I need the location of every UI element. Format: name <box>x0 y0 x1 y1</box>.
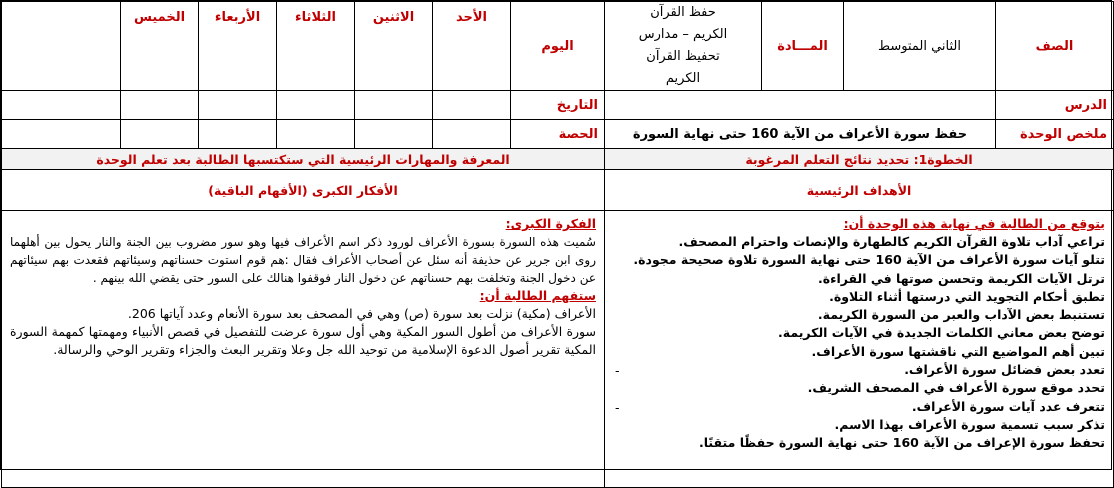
objective-item: تحدد موقع سورة الأعراف في المصحف الشريف. <box>807 380 1105 396</box>
label-summary: ملخص الوحدة <box>996 120 1114 149</box>
objectives-cell <box>605 211 1114 488</box>
empty-cell <box>2 91 121 120</box>
period-monday[interactable] <box>355 120 433 149</box>
objective-item: تتعرف عدد آيات سورة الأعراف. <box>911 398 1105 414</box>
label-date: التاريخ <box>511 91 605 120</box>
date-thursday[interactable] <box>121 91 199 120</box>
knowledge-title: المعرفة والمهارات الرئيسية التي ستكتسبها الطالبة بعد تعلم الوحدة <box>2 149 605 170</box>
objective-item: ترتل الآيات الكريمة وتحسن صوتها في القراءة. <box>817 270 1105 286</box>
period-thursday[interactable] <box>121 120 199 149</box>
label-lesson: الدرس <box>996 91 1114 120</box>
objective-item: تذكر سبب تسمية سورة الأعراف بهذا الاسم. <box>834 416 1105 432</box>
summary-value: حفظ سورة الأعراف من الآية 160 حتى نهاية السورة <box>605 120 996 149</box>
date-tuesday[interactable] <box>277 91 355 120</box>
objective-item: تستنبط بعض الآداب والعبر من السورة الكريمة. <box>817 307 1105 323</box>
objective-item: تتلو آيات سورة الأعراف من الآية 160 حتى نهاية السورة تلاوة صحيحة مجودة. <box>633 252 1105 268</box>
empty-cell <box>2 120 121 149</box>
label-grade: الصف <box>996 2 1114 91</box>
objective-item: توضح بعض معاني الكلمات الجديدة في الآيات الكريمة. <box>778 325 1105 341</box>
period-wednesday[interactable] <box>199 120 277 149</box>
objective-item: تعدد بعض فضائل سورة الأعراف. <box>904 362 1105 378</box>
empty-cell <box>2 2 121 91</box>
objectives-heading: يتوقع من الطالبة في نهاية هذه الوحدة أن: <box>843 216 1105 231</box>
dash-mark: - <box>615 400 620 415</box>
big-idea-text: سُميت هذه السورة بسورة الأعراف لورود ذكر اسم الأعراف فيها وهو سور مضروب بين الجنة والنار يحول بين أهلهما روى ابن جرير عن حذيفة أنه سئل عن أصحاب الأعراف فقال :هم قوم استوت حسناتهم وسيئاتهم فقعدت بهم سيئاتهم عن دخول الجنة وتخلفت بهم حسناتهم عن دخول النار فوقفوا هنالك على السور حتى يقضي الله بينهم . <box>10 235 596 285</box>
understand-heading: ستفهم الطالبة أن: <box>479 288 596 303</box>
period-tuesday[interactable] <box>277 120 355 149</box>
label-period: الحصة <box>511 120 605 149</box>
objectives-list <box>613 233 1105 453</box>
grade-value: الثاني المتوسط <box>844 2 996 91</box>
objective-item: تبين أهم المواضيع التي ناقشتها سورة الأعراف. <box>811 343 1105 359</box>
lesson-plan-table <box>1 1 1114 488</box>
day-tuesday: الثلاثاء <box>277 2 355 91</box>
big-ideas-heading: الأفكار الكبرى (الأفهام الباقية) <box>2 170 605 211</box>
label-day: اليوم <box>511 2 605 91</box>
date-monday[interactable] <box>355 91 433 120</box>
objective-item: تطبق أحكام التجويد التي درستها أثناء التلاوة. <box>829 288 1105 304</box>
lesson-value[interactable] <box>605 91 996 120</box>
day-wednesday: الأربعاء <box>199 2 277 91</box>
big-idea-heading: الفكرة الكبرى: <box>505 216 596 231</box>
understand-item-1: الأعراف (مكية) نزلت بعد سورة (ص) وهي في المصحف بعد سورة الأنعام وعدد آياتها 206. <box>127 306 596 321</box>
period-sunday[interactable] <box>433 120 511 149</box>
day-monday: الاثنين <box>355 2 433 91</box>
understand-item-2: سورة الأعراف من أطول السور المكية وهي أول سورة عرضت للتفصيل في قصص الأنبياء ومهمتها كمهمة السورة المكية تقرير أصول الدعوة الإسلامية من توحيد الله جل وعلا وتقرير البعث والجزاء وتقرير الوحي والرسالة. <box>10 324 596 357</box>
big-idea-cell <box>2 211 605 488</box>
date-sunday[interactable] <box>433 91 511 120</box>
step-title: الخطوة1: تحديد نتائج التعلم المرغوبة <box>605 149 1114 170</box>
day-sunday: الأحد <box>433 2 511 91</box>
main-goals-heading: الأهداف الرئيسية <box>605 170 1114 211</box>
subject-value: حفظ القرآن الكريم – مدارس تحفيظ القرآن الكريم <box>605 2 762 91</box>
objective-item: تحفظ سورة الإعراف من الآية 160 حتى نهاية السورة حفظًا متقنًا. <box>698 435 1105 451</box>
day-thursday: الخميس <box>121 2 199 91</box>
label-subject: المـــادة <box>762 2 844 91</box>
date-wednesday[interactable] <box>199 91 277 120</box>
dash-mark: - <box>615 363 620 378</box>
objective-item: تراعي آداب تلاوة القرآن الكريم كالطهارة والإنصات واحترام المصحف. <box>678 234 1105 249</box>
